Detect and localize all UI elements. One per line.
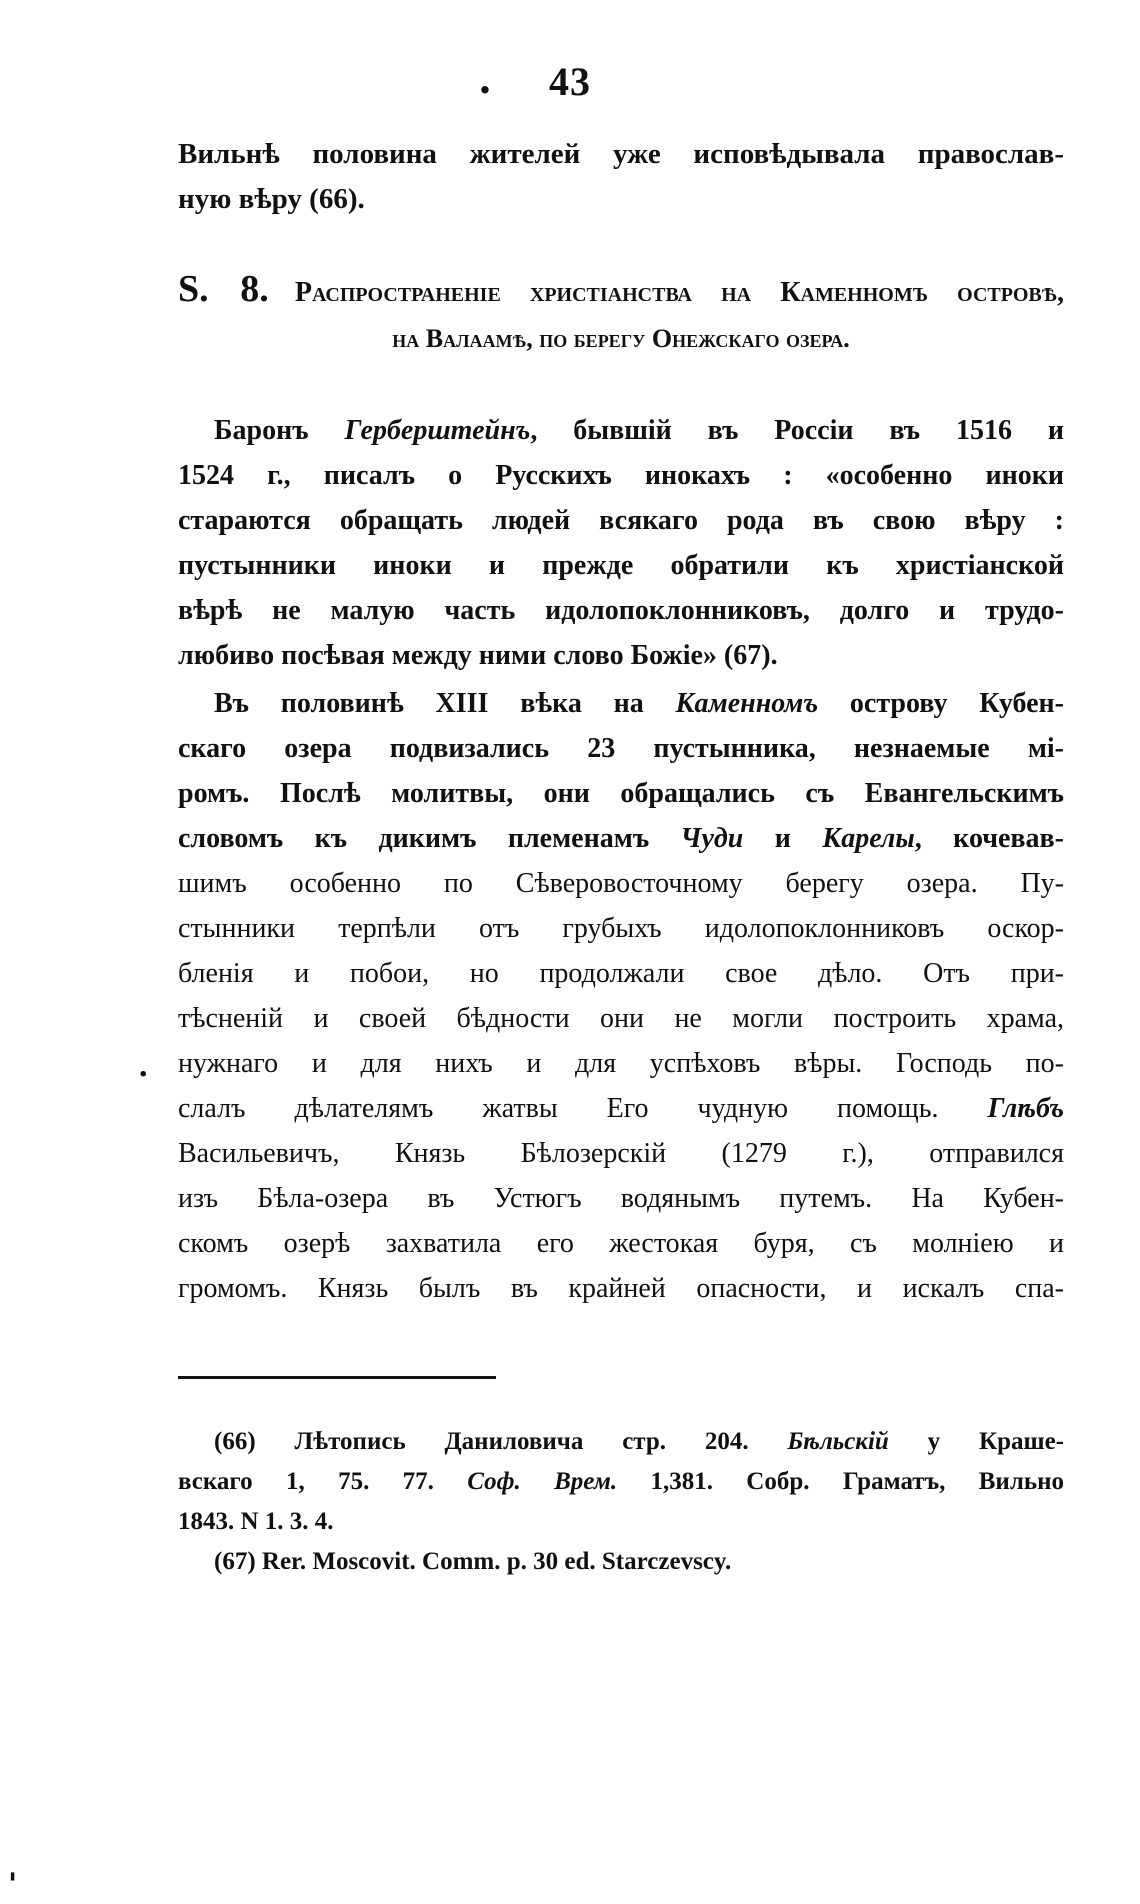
people-name-chud: Чуди [680, 823, 744, 854]
footnote-separator [178, 1376, 496, 1379]
text-run: , кочевав- [914, 823, 1065, 854]
paragraph-1-line-1 [178, 408, 1064, 453]
text-run: 1,381. Собр. Граматъ, Вильно [617, 1468, 1064, 1495]
paragraph-1-line-3: стараются обращать людей всякаго рода въ свою вѣру : [178, 505, 1064, 536]
paragraph-1-line-6: любиво посѣвая между ними слово Божіе» (67). [178, 640, 778, 671]
paragraph-2-line-3: ромъ. Послѣ молитвы, они обращались съ Евангельскимъ [178, 778, 1064, 809]
text-run: у Краше- [888, 1428, 1064, 1455]
paragraph-2-line-8: тѣсненій и своей бѣдности они не могли построить храма, [178, 1003, 1064, 1034]
person-name-gleb: Глѣбъ [987, 1093, 1064, 1124]
footnote-67: (67) Rer. Moscovit. Comm. p. 30 ed. Starczevscy. [214, 1548, 732, 1575]
intro-line-1: Вильнѣ половина жителей уже исповѣдывала православ- [178, 138, 1064, 170]
text-run: Въ половинѣ XIII вѣка на [214, 688, 676, 719]
paragraph-2-line-1 [178, 681, 1064, 726]
paragraph-2-line-13: скомъ озерѣ захватила его жестокая буря, съ молніею и [178, 1228, 1064, 1259]
paragraph-1 [178, 408, 1064, 678]
author-name-herberstein: Герберштейнъ [344, 415, 531, 446]
text-run: , бывшій въ Россіи въ 1516 и [530, 415, 1065, 446]
text-run: (66) Лѣтопись Даниловича стр. 204. [214, 1428, 788, 1455]
text-run: острову Кубен- [818, 688, 1064, 719]
paragraph-2-line-2: скаго озера подвизались 23 пустынника, незнаемые мі- [178, 733, 1064, 764]
text-run: Баронъ [214, 415, 345, 446]
section-heading [178, 268, 1064, 360]
page-dot-mark: . [478, 56, 492, 103]
source-title-sof-vrem: Соф. Врем. [467, 1468, 618, 1495]
paragraph-2-line-11: Васильевичъ, Князь Бѣлозерскій (1279 г.), отправился [178, 1138, 1064, 1169]
margin-dot-mark: . [138, 1049, 149, 1084]
paragraph-2-line-4 [178, 816, 1064, 861]
section-number: S. 8. [178, 268, 269, 310]
paragraph-2-line-5: шимъ особенно по Сѣверовосточному берегу озера. Пу- [178, 868, 1064, 899]
paragraph-2-line-14: громомъ. Князь былъ въ крайней опасности, и искалъ спа- [178, 1273, 1064, 1304]
section-title-part-1: Распространеніе христіанства на Каменномъ островѣ, [294, 277, 1065, 308]
page-number: 43 [549, 59, 591, 104]
paragraph-1-line-4: пустынники иноки и прежде обратили къ христіанской [178, 550, 1064, 581]
text-run: вскаго 1, 75. 77. [178, 1468, 468, 1495]
paragraph-1-line-2: 1524 г., писалъ о Русскихъ инокахъ : «особенно иноки [178, 460, 1064, 491]
footnote-66-line-1 [178, 1422, 1064, 1462]
text-run: слалъ дѣлателямъ жатвы Его чудную помощь. [178, 1093, 988, 1124]
paragraph-2 [178, 681, 1064, 1311]
bottom-margin-mark: ' [8, 1867, 18, 1902]
footnote-66-line-2 [178, 1462, 1064, 1502]
section-heading-line-2: на Валаамѣ, по берегу Онежскаго озера. [392, 324, 850, 353]
paragraph-2-line-10 [178, 1086, 1064, 1131]
intro-text [178, 132, 1064, 222]
paragraph-2-line-6: стынники терпѣли отъ грубыхъ идолопоклонниковъ оскор- [178, 913, 1064, 944]
author-name-belsky: Бѣльскій [787, 1428, 889, 1455]
text-run: и [743, 823, 823, 854]
footnotes [178, 1422, 1064, 1582]
paragraph-2-line-7: бленія и побои, но продолжали свое дѣло. Отъ при- [178, 958, 1064, 989]
section-heading-line-1 [178, 268, 1064, 318]
paragraph-2-line-12: изъ Бѣла-озера въ Устюгъ водянымъ путемъ. На Кубен- [178, 1183, 1064, 1214]
paragraph-2-line-9: нужнаго и для нихъ и для успѣховъ вѣры. Господь по- [178, 1048, 1064, 1079]
text-run: словомъ къ дикимъ племенамъ [178, 823, 681, 854]
place-name-kamenny: Каменномъ [675, 688, 819, 719]
intro-line-2: ную вѣру (66). [178, 183, 365, 215]
people-name-karely: Карелы [822, 823, 915, 854]
paragraph-1-line-5: вѣрѣ не малую часть идолопоклонниковъ, долго и трудо- [178, 595, 1064, 626]
footnote-66-line-3: 1843. N 1. 3. 4. [178, 1508, 334, 1535]
